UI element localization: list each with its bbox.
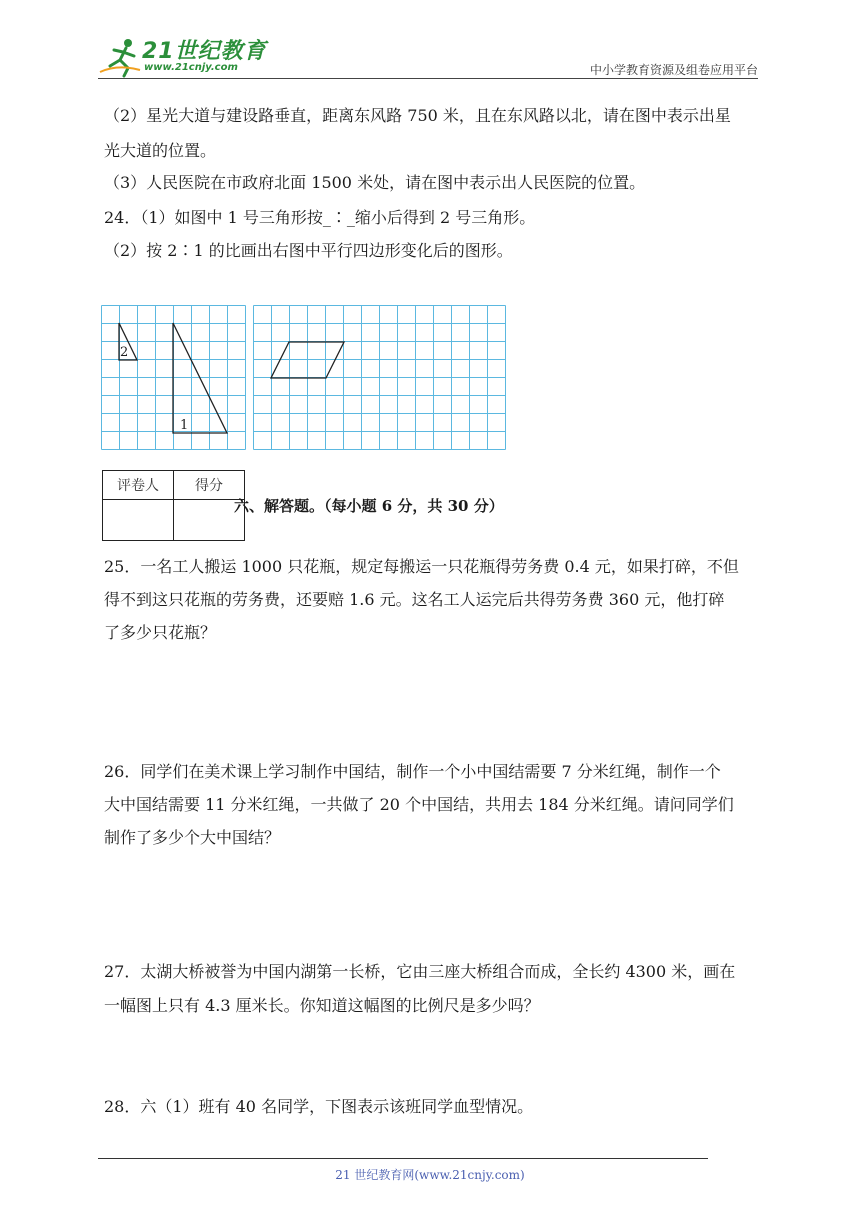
score-header: 得分 <box>174 471 245 500</box>
grader-cell[interactable] <box>103 500 174 541</box>
page-header <box>98 30 758 80</box>
q26-line1: 26．同学们在美术课上学习制作中国结，制作一个小中国结需要 7 分米红绳，制作一个 <box>104 762 721 781</box>
logo-url: www.21cnjy.com <box>144 62 238 73</box>
q25-line3: 了多少只花瓶？ <box>104 623 217 642</box>
logo-text: 21世纪教育 <box>142 39 267 64</box>
grader-header: 评卷人 <box>103 471 174 500</box>
q27-line2: 一幅图上只有 4.3 厘米长。你知道这幅图的比例尺是多少吗？ <box>104 996 540 1015</box>
q23-part2-line2: 光大道的位置。 <box>104 141 217 160</box>
footer-text: 21 世纪教育网(www.21cnjy.com) <box>335 1168 525 1182</box>
q24-part1: 24．（1）如图中 1 号三角形按_∶_缩小后得到 2 号三角形。 <box>104 208 536 227</box>
score-table <box>102 470 245 541</box>
q25-line2: 得不到这只花瓶的劳务费，还要赔 1.6 元。这名工人运完后共得劳务费 360 元，他打碎 <box>104 590 725 609</box>
grid-figure <box>101 305 509 453</box>
footer-divider <box>98 1158 708 1159</box>
q26-line3: 制作了多少个大中国结？ <box>104 828 281 847</box>
triangle-large-label: 1 <box>180 418 189 433</box>
header-divider <box>98 78 758 79</box>
q24-part2: （2）按 2∶1 的比画出右图中平行四边形变化后的图形。 <box>104 241 513 260</box>
q28-line1: 28．六（1）班有 40 名同学，下图表示该班同学血型情况。 <box>104 1097 534 1116</box>
header-platform-text: 中小学教育资源及组卷应用平台 <box>589 63 758 77</box>
triangle-small-label: 2 <box>120 345 129 360</box>
q23-part2-line1: （2）星光大道与建设路垂直，距离东风路 750 米，且在东风路以北，请在图中表示出星 <box>104 106 731 125</box>
q23-part3: （3）人民医院在市政府北面 1500 米处，请在图中表示出人民医院的位置。 <box>104 173 646 192</box>
q26-line2: 大中国结需要 11 分米红绳，一共做了 20 个中国结，共用去 184 分米红绳。请问同学们 <box>104 795 734 814</box>
section-title: 六、解答题。（每小题 6 分，共 30 分） <box>234 497 504 515</box>
q27-line1: 27．太湖大桥被誉为中国内湖第一长桥，它由三座大桥组合而成，全长约 4300 米，画在 <box>104 962 736 981</box>
q25-line1: 25．一名工人搬运 1000 只花瓶，规定每搬运一只花瓶得劳务费 0.4 元，如果打碎，不但 <box>104 557 739 576</box>
